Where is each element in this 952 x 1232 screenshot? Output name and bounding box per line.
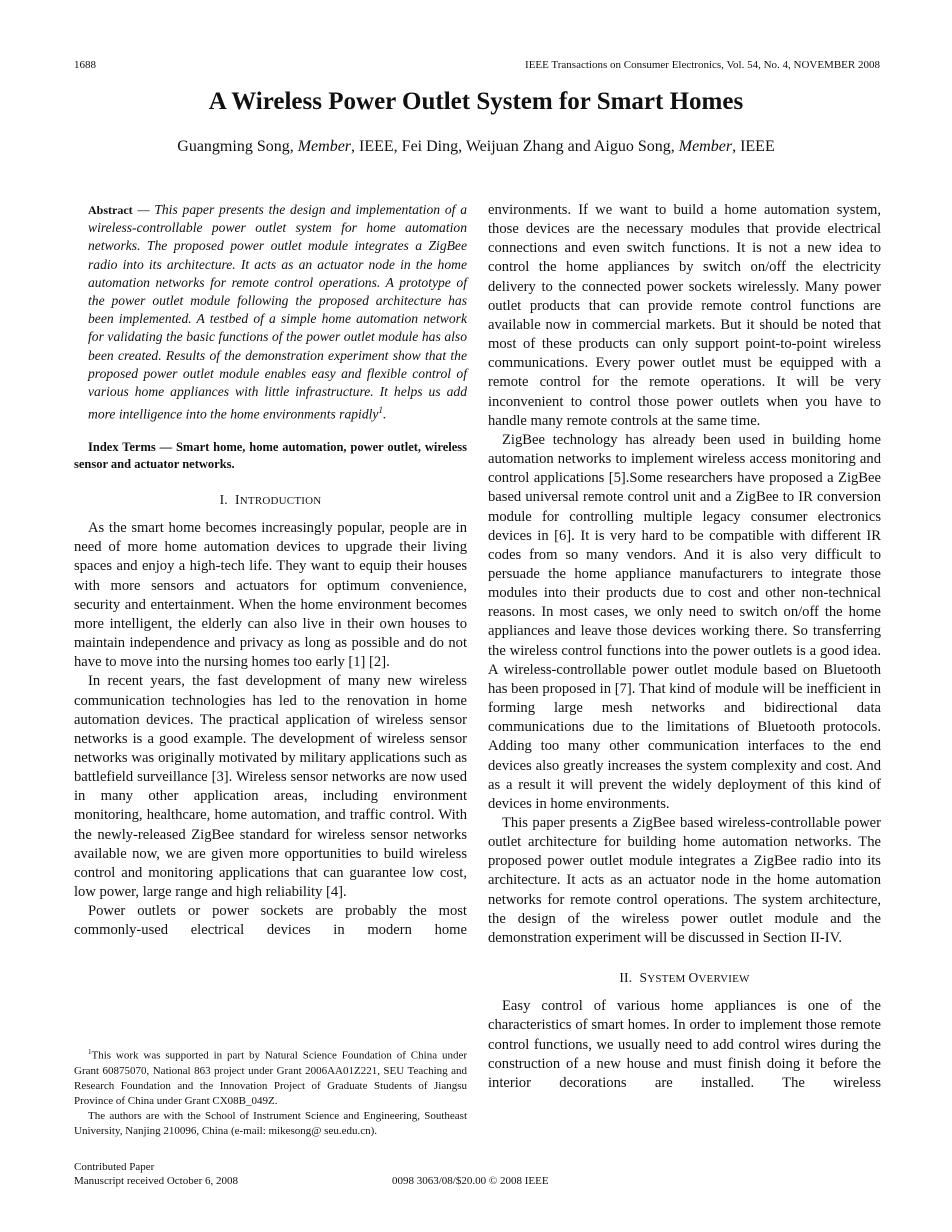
author-list-middle: , IEEE, Fei Ding, Weijuan Zhang and Aiguo Song,	[351, 138, 675, 155]
intro-paragraph-1: As the smart home becomes increasingly popular, people are in need of more home automation devices to upgrade their living spaces and enjoy a high-tech life. They want to equip their houses with more sensors and actuators for optimum convenience, security and entertainment. When the home environment becomes more intelligent, the elderly can also live in their own houses to maintain independence and privacy as long as possible and do not have to move into the nursing homes too early [1] [2].	[74, 520, 467, 671]
intro-paragraph-3: Power outlets or power sockets are probably the most commonly-used electrical devices in modern home	[74, 903, 467, 939]
intro-paragraph-5: This paper presents a ZigBee based wireless-controllable power outlet architecture for building home automation networks. The proposed power outlet module integrates a ZigBee radio into its architecture. It acts as an actuator node in the home automation networks for remote control operations. The system architecture, the design of the wireless power outlet module and the demonstration experiment will be discussed in Section II-IV.	[488, 815, 881, 946]
author-1-role: Member	[297, 138, 352, 155]
paper-title: A Wireless Power Outlet System for Smart Homes	[208, 88, 744, 115]
footnote-funding: $^1$This work was supported in part by Natural Science Foundation of China under Grant 60875070, National 863 project under Grant 2006AA01Z221, SEU Teaching and Research Foundation and the Innovation Project of Graduate Students of Jiangsu Province of China under Grant CX08B_049Z.	[74, 1048, 467, 1107]
intro-paragraph-2: In recent years, the fast development of many new wireless communication technologies has led to the renovation in home automation devices. The practical application of wireless sensor networks is a good example. The development of wireless sensor networks was originally motivated by military applications such as battlefield surveillance [3]. Wireless sensor networks are now used in many other application areas, including environment monitoring, healthcare, home automation, and traffic control. With the newly-released ZigBee standard for wireless sensor networks available now, we are given more opportunities to build wireless control and monitoring applications that can guarantee low cost, low power, large range and high reliability [4].	[74, 673, 467, 901]
abstract-footmark: 1	[378, 405, 383, 416]
manuscript-received: Manuscript received October 6, 2008	[74, 1175, 239, 1187]
author-line	[0, 136, 952, 158]
abstract-dash: —	[132, 202, 155, 217]
footnotes	[74, 1045, 467, 1139]
section-1-heading: I. INTRODUCTION	[219, 491, 322, 507]
intro-paragraph-3-continued: environments. If we want to build a home automation system, those devices are the necessary modules that provide electrical connections and even switch functions. It is not a new idea to control the home appliances by switch on/off the electricity delivery to the connected power sockets wirelessly. Many power outlet products that can provide remote control functions are available now in commercial markets. But it should be noted that most of these products can only support point-to-point wireless communications. Every power outlet must be equipped with a remote control for the remote operations. It will be very inconvenient to control those power outlets when you have to handle many remote controls at the same time.	[488, 202, 881, 429]
left-column	[74, 201, 467, 941]
author-list-tail: , IEEE	[732, 138, 775, 155]
overview-paragraph-1: Easy control of various home appliances is one of the characteristics of smart homes. In order to implement those remote control functions, we usually need to add control wires during the construction of a new house and must finish doing it before the interior decorations are installed. The wireless	[488, 998, 881, 1091]
issn-copyright: 0098 3063/08/$20.00 © 2008 IEEE	[392, 1175, 549, 1187]
author-4-role: Member	[678, 138, 733, 155]
author-1: Guangming Song,	[177, 138, 294, 155]
journal-citation: IEEE Transactions on Consumer Electronics, Vol. 54, No. 4, NOVEMBER 2008	[525, 59, 880, 71]
footnote-affiliation: The authors are with the School of Instrument Science and Engineering, Southeast University, Nanjing 210096, China (e-mail: mikesong@ seu.edu.cn).	[74, 1110, 467, 1138]
abstract: Abstract — This paper presents the design and implementation of a wireless-controllable power outlet system for home automation networks. The proposed power outlet module integrates a ZigBee radio into its architecture. It acts as an actuator node in the home automation networks for remote control operations. A prototype of the power outlet module following the proposed architecture has been implemented. A testbed of a simple home automation network for validating the basic functions of the power outlet module has also been created. Results of the demonstration experiment show that the proposed power outlet module enables easy and flexible control of various home appliances with little infrastructure. It helps us add more intelligence into the home environments rapidly$^1$.	[88, 202, 467, 422]
section-2-heading: II. SYSTEM OVERVIEW	[619, 970, 750, 986]
abstract-text: This paper presents the design and implementation of a wireless-controllable power outlet system for home automation networks. The proposed power outlet module integrates a ZigBee radio into its architecture. It acts as an actuator node in the home automation networks for remote control operations. A prototype of the power outlet module following the proposed architecture has been implemented. A testbed of a simple home automation network for validating the basic functions of the power outlet module has also been created. Results of the demonstration experiment show that the proposed power outlet module enables easy and flexible control of various home appliances with little infrastructure. It helps us add more intelligence into the home environments rapidly	[88, 202, 467, 422]
contributed-paper-label: Contributed Paper	[74, 1161, 155, 1173]
abstract-label: Abstract	[88, 203, 133, 217]
intro-paragraph-4: ZigBee technology has already been used in building home automation networks to implement wireless access monitoring and control applications [5].Some researchers have proposed a ZigBee based universal remote control unit and a ZigBee to IR conversion module for controlling multiple legacy consumer electronics devices in [6]. It is very hard to be compatible with different IR codes from so many vendors. And it is also very difficult to persuade the home appliance manufacturers to integrate those modules into their products due to cost and other non-technical reasons. In most cases, we only need to switch on/off the home appliances and leave those devices working there. So transferring the wireless control functions into the power outlets is a good idea. A wireless-controllable power outlet module based on Bluetooth has been proposed in [7]. That kind of module will be inefficient in forming large mesh networks and bidirectional data communications due to the limitations of Bluetooth protocols. Adding too many other communication interfaces to the end devices also greatly increases the system complexity and cost. And as a result it will prevent the widely deployment of this kind of devices in home environments.	[488, 431, 881, 812]
right-column	[488, 201, 881, 1093]
page-footer	[74, 1160, 880, 1188]
page-number: 1688	[74, 59, 96, 71]
index-terms: Index Terms — Smart home, home automation, power outlet, wireless sensor and actuator networks.	[74, 439, 467, 471]
